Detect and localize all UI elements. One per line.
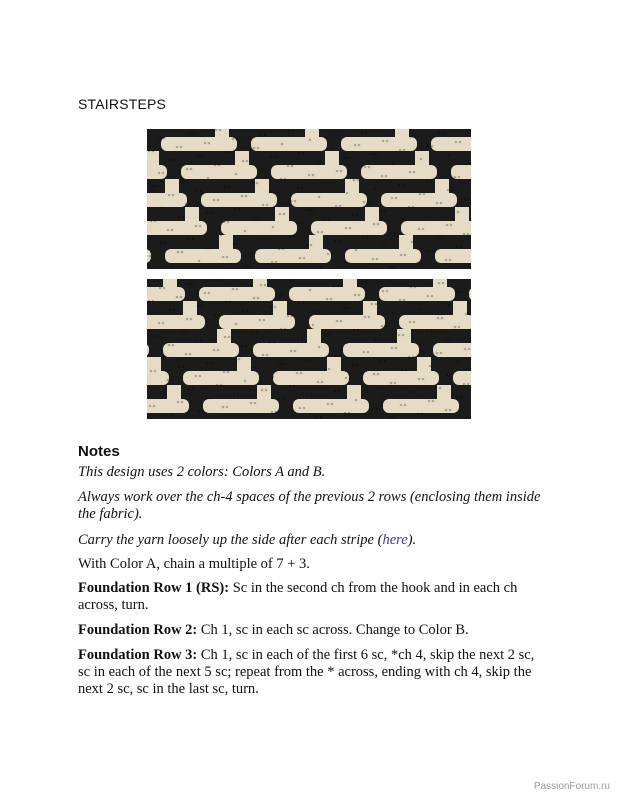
row3-label: Foundation Row 3: <box>78 647 198 663</box>
row2-label: Foundation Row 2: <box>78 622 198 638</box>
here-link[interactable]: here <box>382 532 408 548</box>
note-colors: This design uses 2 colors: Colors A and B. <box>78 464 326 480</box>
foundation-row-1 <box>78 580 548 614</box>
notes-heading: Notes <box>78 443 120 460</box>
note-chain: With Color A, chain a multiple of 7 + 3. <box>78 556 310 572</box>
swatch-photo-bottom <box>147 279 471 419</box>
swatch-pattern-bottom <box>147 279 471 419</box>
watermark: PassionForum.ru <box>533 781 610 792</box>
row3-text: Ch 1, sc in each of the first 6 sc, *ch 4, skip the next 2 sc, sc in each of the next 5 sc; repeat from the * across, ending with ch 4, skip the next 2 sc, sc in the last sc, turn. <box>78 647 535 697</box>
swatch-pattern-top <box>147 129 471 269</box>
note-carry-yarn-end: ). <box>407 532 417 548</box>
row1-text: Sc in the second ch from the hook and in each ch across, turn. <box>78 580 518 613</box>
note-ch4-spaces: Always work over the ch-4 spaces of the previous 2 rows (enclosing them inside the fabric). <box>78 489 541 522</box>
row2-text: Ch 1, sc in each sc across. Change to Color B. <box>197 622 469 638</box>
foundation-row-2 <box>78 622 548 639</box>
row1-label: Foundation Row 1 (RS): <box>78 580 230 596</box>
note-carry-yarn-text: Carry the yarn loosely up the side after each stripe ( <box>78 532 383 548</box>
page-title: STAIRSTEPS <box>78 96 167 112</box>
note-carry-yarn <box>78 532 548 549</box>
swatch-photo-top <box>147 129 471 269</box>
foundation-row-3 <box>78 647 548 698</box>
